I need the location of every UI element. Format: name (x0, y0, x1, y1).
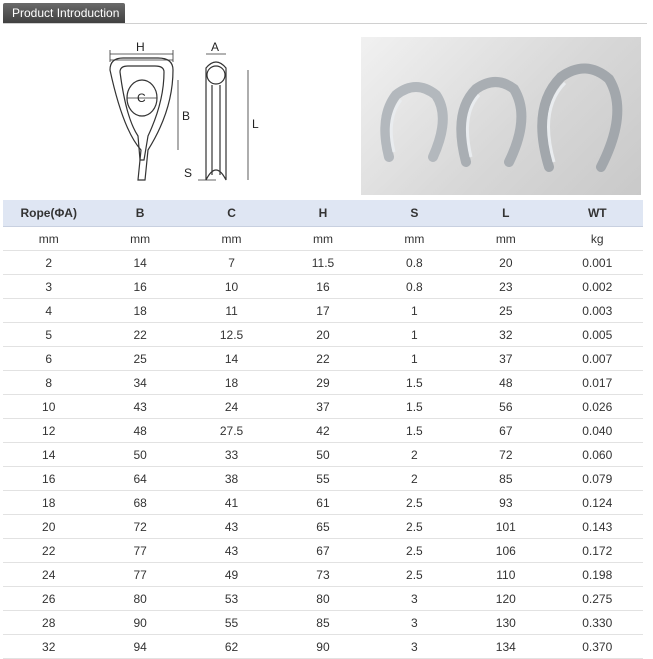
table-cell: 16 (3, 467, 94, 491)
dim-label-l: L (252, 117, 259, 131)
table-cell: 10 (186, 275, 277, 299)
table-cell: 41 (186, 491, 277, 515)
table-row (3, 539, 643, 563)
table-cell: 6 (3, 347, 94, 371)
unit-cell: mm (3, 227, 94, 251)
table-cell: 55 (277, 467, 368, 491)
table-cell: 48 (460, 371, 551, 395)
table-cell: 33 (186, 443, 277, 467)
table-cell: 5 (3, 323, 94, 347)
table-cell: 0.003 (552, 299, 643, 323)
table-row (3, 251, 643, 275)
units-row (3, 227, 643, 251)
table-cell: 90 (277, 635, 368, 659)
table-cell: 101 (460, 515, 551, 539)
table-cell: 1 (369, 323, 460, 347)
table-cell: 3 (369, 587, 460, 611)
table-cell: 2.5 (369, 539, 460, 563)
table-cell: 1.5 (369, 371, 460, 395)
column-header: B (94, 200, 185, 227)
table-cell: 22 (94, 323, 185, 347)
table-cell: 2 (369, 443, 460, 467)
table-row (3, 587, 643, 611)
table-cell: 0.017 (552, 371, 643, 395)
dim-label-s: S (184, 166, 193, 180)
table-cell: 43 (186, 515, 277, 539)
table-cell: 16 (94, 275, 185, 299)
thimble-spec-table (3, 200, 643, 659)
table-cell: 0.275 (552, 587, 643, 611)
table-cell: 38 (186, 467, 277, 491)
table-row (3, 323, 643, 347)
table-cell: 18 (186, 371, 277, 395)
table-cell: 64 (94, 467, 185, 491)
dim-label-c: C (137, 91, 146, 105)
table-cell: 14 (186, 347, 277, 371)
table-cell: 53 (186, 587, 277, 611)
table-cell: 85 (460, 467, 551, 491)
table-cell: 0.330 (552, 611, 643, 635)
table-cell: 0.370 (552, 635, 643, 659)
table-cell: 18 (3, 491, 94, 515)
table-cell: 134 (460, 635, 551, 659)
unit-cell: kg (552, 227, 643, 251)
table-cell: 11.5 (277, 251, 368, 275)
table-cell: 49 (186, 563, 277, 587)
table-cell: 0.8 (369, 275, 460, 299)
table-cell: 2.5 (369, 515, 460, 539)
tab-divider (3, 23, 647, 24)
table-cell: 0.8 (369, 251, 460, 275)
table-cell: 0.079 (552, 467, 643, 491)
table-cell: 1.5 (369, 395, 460, 419)
table-cell: 25 (94, 347, 185, 371)
column-header: H (277, 200, 368, 227)
column-header: S (369, 200, 460, 227)
dim-label-h: H (136, 40, 145, 54)
table-cell: 50 (277, 443, 368, 467)
table-cell: 106 (460, 539, 551, 563)
table-cell: 68 (94, 491, 185, 515)
table-cell: 12.5 (186, 323, 277, 347)
table-row (3, 395, 643, 419)
table-cell: 3 (369, 635, 460, 659)
table-cell: 20 (460, 251, 551, 275)
table-cell: 42 (277, 419, 368, 443)
table-cell: 14 (94, 251, 185, 275)
table-cell: 55 (186, 611, 277, 635)
table-cell: 11 (186, 299, 277, 323)
table-cell: 37 (460, 347, 551, 371)
table-cell: 0.198 (552, 563, 643, 587)
table-cell: 25 (460, 299, 551, 323)
table-cell: 85 (277, 611, 368, 635)
table-cell: 26 (3, 587, 94, 611)
table-cell: 27.5 (186, 419, 277, 443)
table-cell: 110 (460, 563, 551, 587)
unit-cell: mm (369, 227, 460, 251)
column-header: Rope(ΦA) (3, 200, 94, 227)
product-introduction-tab[interactable]: Product Introduction (3, 3, 125, 24)
unit-cell: mm (186, 227, 277, 251)
column-header: L (460, 200, 551, 227)
table-cell: 0.124 (552, 491, 643, 515)
table-cell: 72 (460, 443, 551, 467)
column-header: C (186, 200, 277, 227)
table-cell: 0.005 (552, 323, 643, 347)
table-cell: 20 (3, 515, 94, 539)
table-cell: 93 (460, 491, 551, 515)
unit-cell: mm (94, 227, 185, 251)
table-cell: 0.002 (552, 275, 643, 299)
table-cell: 12 (3, 419, 94, 443)
table-cell: 37 (277, 395, 368, 419)
table-cell: 2 (3, 251, 94, 275)
table-cell: 67 (460, 419, 551, 443)
table-cell: 61 (277, 491, 368, 515)
table-cell: 2 (369, 467, 460, 491)
table-cell: 1.5 (369, 419, 460, 443)
table-cell: 0.060 (552, 443, 643, 467)
table-cell: 24 (186, 395, 277, 419)
table-cell: 80 (277, 587, 368, 611)
table-row (3, 275, 643, 299)
column-header: WT (552, 200, 643, 227)
table-cell: 28 (3, 611, 94, 635)
table-cell: 94 (94, 635, 185, 659)
table-cell: 0.172 (552, 539, 643, 563)
dim-label-a: A (211, 40, 220, 54)
table-cell: 0.143 (552, 515, 643, 539)
table-row (3, 371, 643, 395)
table-cell: 14 (3, 443, 94, 467)
table-cell: 0.026 (552, 395, 643, 419)
thimble-dimension-diagram (98, 40, 268, 190)
table-cell: 1 (369, 299, 460, 323)
table-row (3, 611, 643, 635)
unit-cell: mm (460, 227, 551, 251)
table-cell: 3 (369, 611, 460, 635)
table-cell: 2.5 (369, 491, 460, 515)
table-row (3, 419, 643, 443)
table-cell: 43 (186, 539, 277, 563)
table-cell: 2.5 (369, 563, 460, 587)
table-cell: 24 (3, 563, 94, 587)
table-cell: 65 (277, 515, 368, 539)
table-cell: 29 (277, 371, 368, 395)
table-cell: 62 (186, 635, 277, 659)
unit-cell: mm (277, 227, 368, 251)
table-cell: 50 (94, 443, 185, 467)
table-cell: 7 (186, 251, 277, 275)
table-row (3, 635, 643, 659)
table-cell: 73 (277, 563, 368, 587)
table-cell: 77 (94, 563, 185, 587)
table-row (3, 491, 643, 515)
table-row (3, 299, 643, 323)
table-cell: 72 (94, 515, 185, 539)
table-row (3, 347, 643, 371)
table-cell: 23 (460, 275, 551, 299)
table-cell: 43 (94, 395, 185, 419)
table-cell: 16 (277, 275, 368, 299)
table-cell: 17 (277, 299, 368, 323)
table-cell: 18 (94, 299, 185, 323)
table-cell: 34 (94, 371, 185, 395)
table-cell: 32 (3, 635, 94, 659)
table-cell: 1 (369, 347, 460, 371)
table-cell: 22 (277, 347, 368, 371)
table-cell: 120 (460, 587, 551, 611)
table-cell: 8 (3, 371, 94, 395)
table-cell: 80 (94, 587, 185, 611)
table-cell: 0.007 (552, 347, 643, 371)
table-cell: 4 (3, 299, 94, 323)
table-cell: 56 (460, 395, 551, 419)
table-row (3, 467, 643, 491)
table-cell: 0.040 (552, 419, 643, 443)
table-cell: 0.001 (552, 251, 643, 275)
table-cell: 90 (94, 611, 185, 635)
table-cell: 77 (94, 539, 185, 563)
table-cell: 48 (94, 419, 185, 443)
table-row (3, 443, 643, 467)
table-cell: 130 (460, 611, 551, 635)
table-cell: 20 (277, 323, 368, 347)
table-row (3, 515, 643, 539)
dim-label-b: B (182, 109, 191, 123)
table-cell: 32 (460, 323, 551, 347)
thimbles-product-photo (361, 37, 641, 195)
table-cell: 22 (3, 539, 94, 563)
table-row (3, 563, 643, 587)
table-cell: 67 (277, 539, 368, 563)
table-cell: 10 (3, 395, 94, 419)
table-cell: 3 (3, 275, 94, 299)
